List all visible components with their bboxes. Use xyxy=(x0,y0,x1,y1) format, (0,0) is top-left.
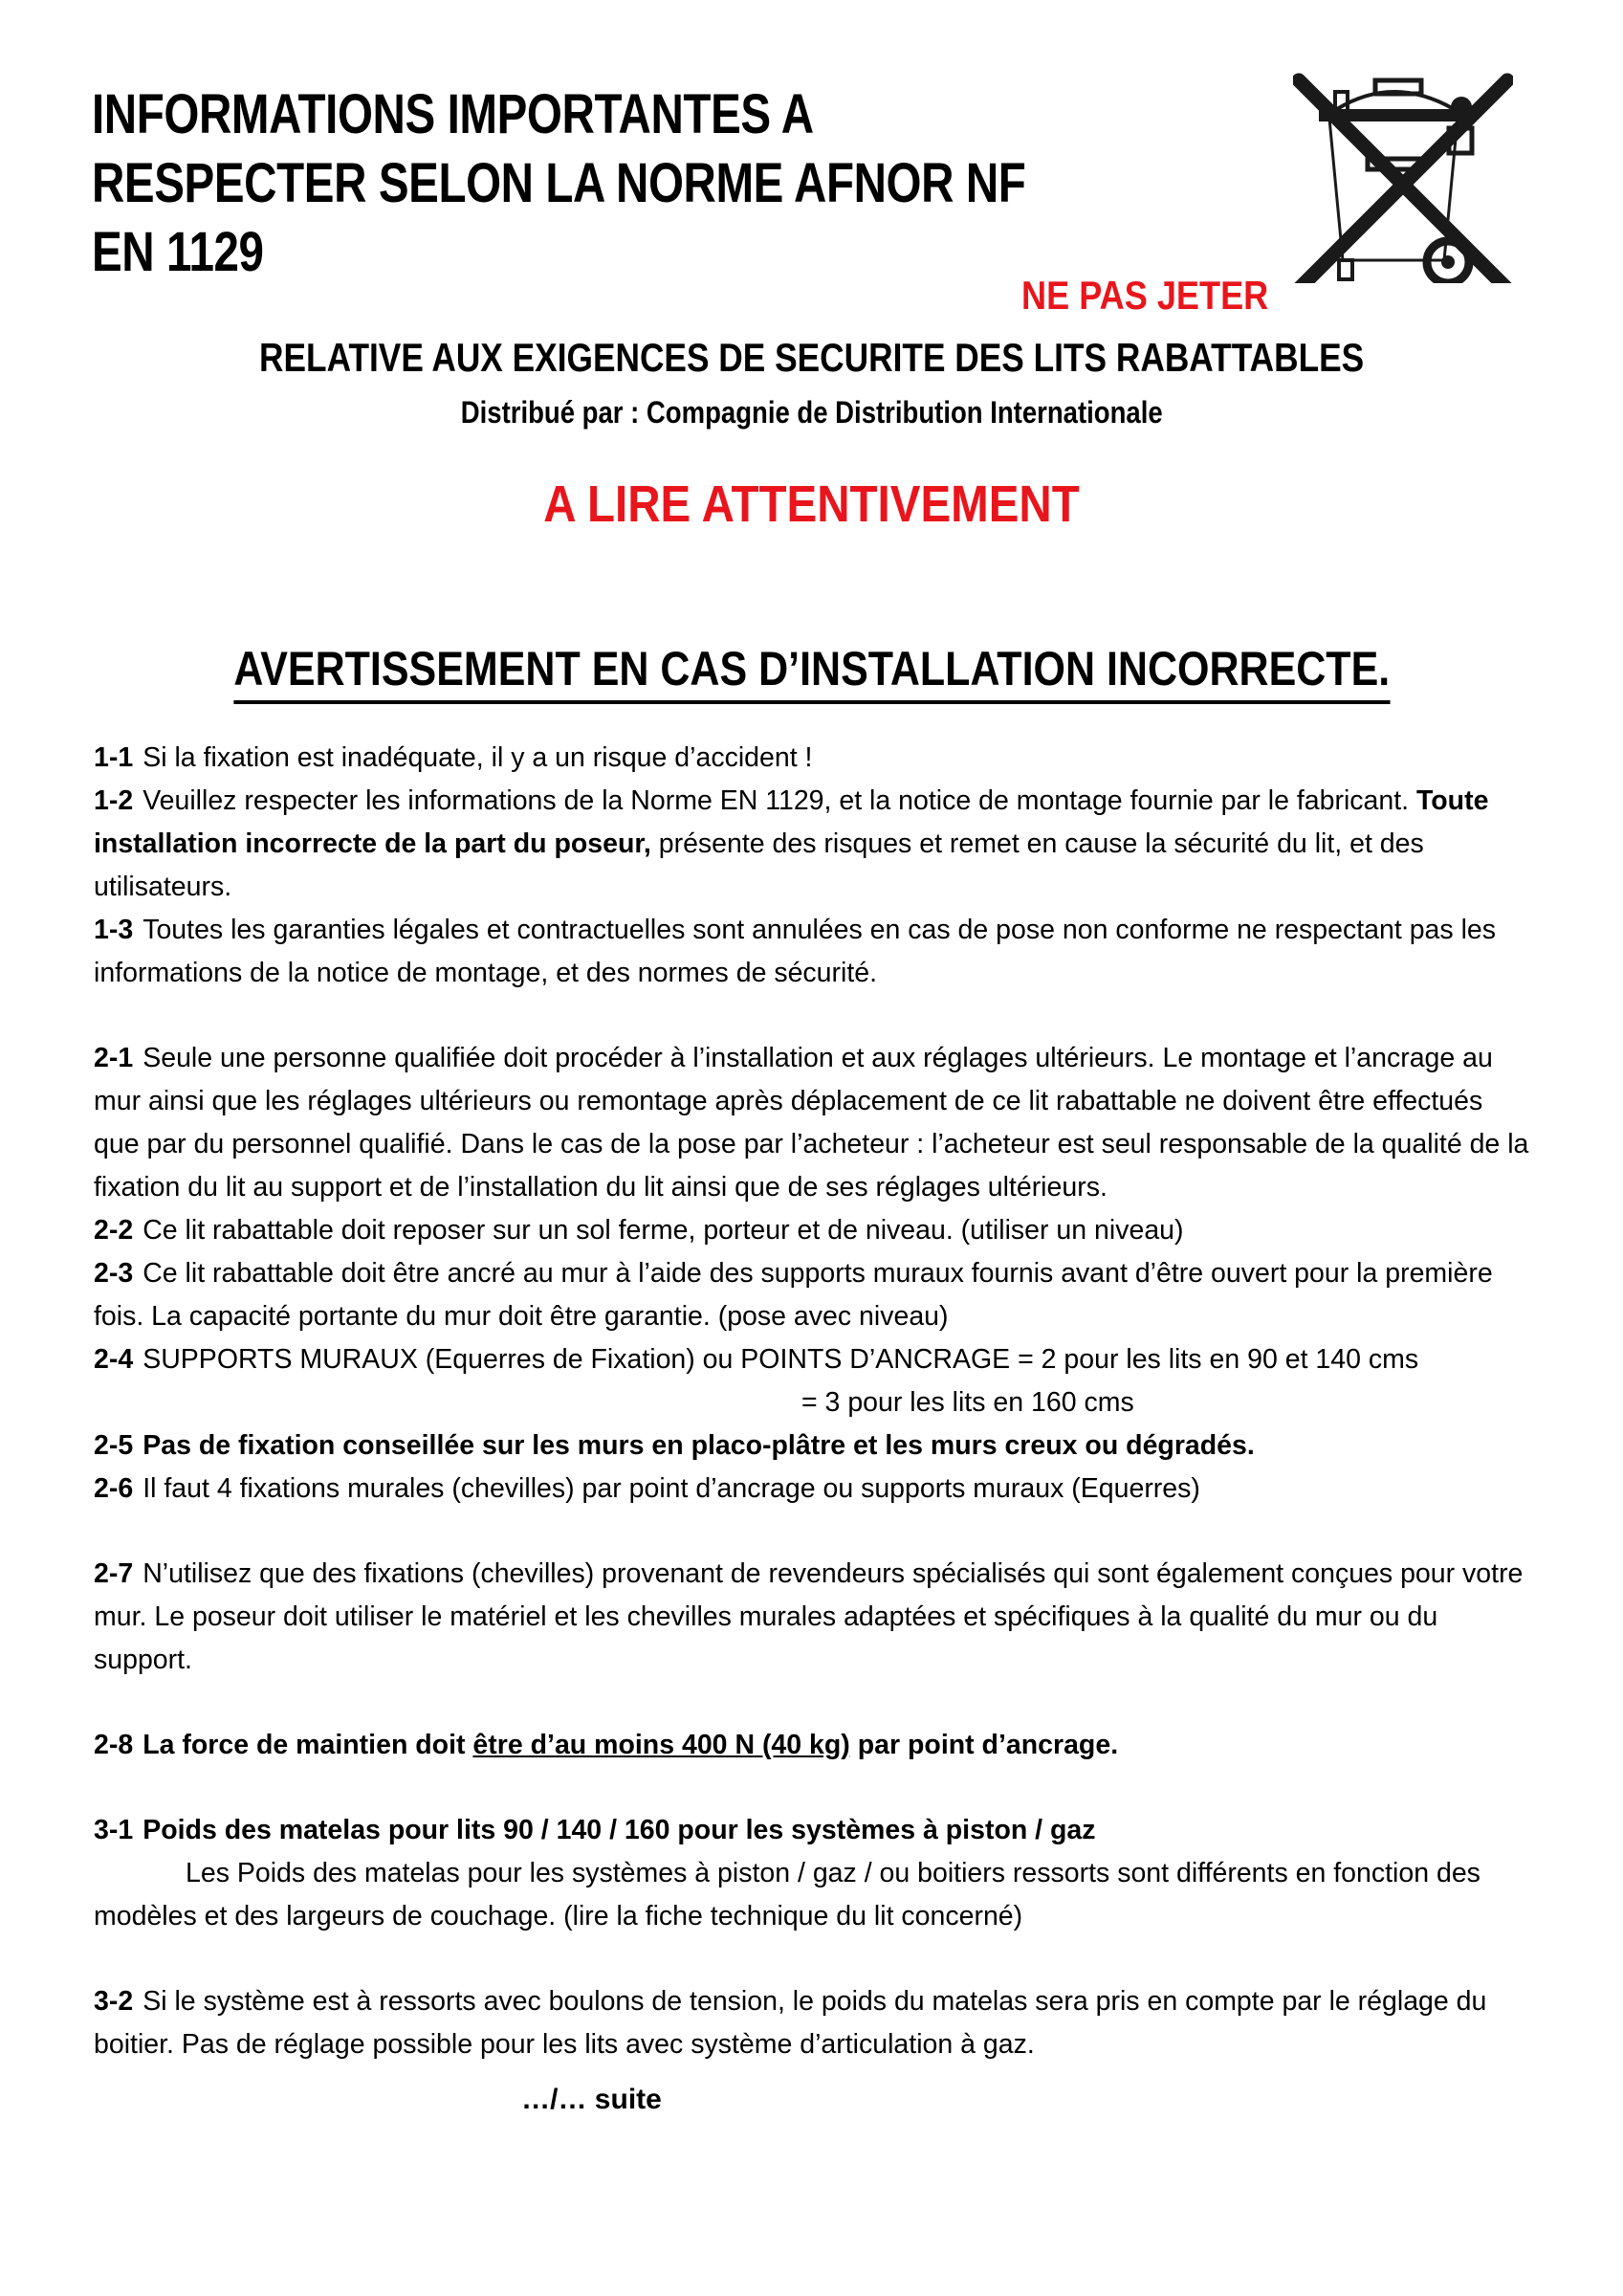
distributor-line xyxy=(0,392,1623,432)
do-not-dispose-label: NE PAS JETER xyxy=(1021,273,1269,318)
clause-1-1-text: Si la fixation est inadéquate, il y a un risque d’accident ! xyxy=(143,742,813,773)
clause-1-2-number: 1-2 xyxy=(94,785,134,816)
clause-2-6-number: 2-6 xyxy=(94,1473,134,1504)
clause-3-1-heading xyxy=(94,1809,1530,1852)
clause-3-1-body: Les Poids des matelas pour les systèmes à piston / gaz / ou boitiers ressorts sont différents en fonction des modèles et des largeurs de couchage. (lire la fiche technique du lit concerné) xyxy=(94,1858,1480,1932)
subtitle-scope-text: RELATIVE AUX EXIGENCES DE SECURITE DES LITS RABATTABLES xyxy=(258,335,1365,380)
clause-3-2 xyxy=(94,1980,1530,2066)
read-carefully-heading xyxy=(0,473,1623,536)
clause-3-2-text: Si le système est à ressorts avec boulons de tension, le poids du matelas sera pris en compte par le réglage du boitier. Pas de réglage possible pour les lits avec système d’articulation à gaz. xyxy=(94,1986,1487,2060)
clause-2-8-text-underlined: être d’au moins 400 N (40 kg) xyxy=(472,1730,850,1760)
clause-1-3-text: Toutes les garanties légales et contractuelles sont annulées en cas de pose non conforme ne respectant pas les informations de la notice de montage, et des normes de sécurité. xyxy=(94,915,1497,988)
title-line-3: EN 1129 xyxy=(92,221,264,283)
clause-2-4-number: 2-4 xyxy=(94,1344,134,1375)
clause-1-1-number: 1-1 xyxy=(94,742,134,773)
clause-2-8-text-before: La force de maintien doit xyxy=(143,1730,473,1760)
clause-2-5-text: Pas de fixation conseillée sur les murs en placo-plâtre et les murs creux ou dégradés. xyxy=(143,1430,1255,1461)
clause-2-1-number: 2-1 xyxy=(94,1043,134,1073)
clause-2-8-text-after: par point d’ancrage. xyxy=(849,1730,1119,1760)
spacer-before-2-8 xyxy=(94,1682,1530,1724)
clause-2-7-number: 2-7 xyxy=(94,1558,134,1589)
clause-2-3-text: Ce lit rabattable doit être ancré au mur à l’aide des supports muraux fournis avant d’être ouvert pour la première fois. La capacité portante du mur doit être garantie. (pose avec niveau) xyxy=(94,1258,1493,1332)
clause-2-4-text: SUPPORTS MURAUX (Equerres de Fixation) ou POINTS D’ANCRAGE = 2 pour les lits en 90 et 140 cms xyxy=(143,1344,1419,1375)
clause-2-7-text: N’utilisez que des fixations (chevilles) provenant de revendeurs spécialisés qui sont également conçues pour votre mur. Le poseur doit utiliser le matériel et les chevilles murales adaptées et spécifiques à la qualité du mur ou du support. xyxy=(94,1558,1524,1675)
clause-2-1 xyxy=(94,1037,1530,1209)
clause-1-3 xyxy=(94,909,1530,995)
clause-2-7 xyxy=(94,1553,1530,1682)
spacer-before-2-7 xyxy=(94,1511,1530,1553)
clause-2-1-text: Seule une personne qualifiée doit procéder à l’installation et aux réglages ultérieurs. Le montage et l’ancrage au mur ainsi que les réglages ultérieurs ou remontage après déplacement de ce lit rabattable ne doivent être effectués que par du personnel qualifié. Dans le cas de la pose par l’acheteur : l’acheteur est seul responsable de la qualité de la fixation du lit au support et de l’installation du lit ainsi que de ses réglages ultérieurs. xyxy=(94,1043,1529,1203)
clause-2-2-text: Ce lit rabattable doit reposer sur un sol ferme, porteur et de niveau. (utiliser un niveau) xyxy=(143,1215,1184,1246)
clause-1-3-number: 1-3 xyxy=(94,915,134,945)
clause-2-2 xyxy=(94,1209,1530,1252)
spacer-section-1-2 xyxy=(94,995,1530,1037)
clause-2-2-number: 2-2 xyxy=(94,1215,134,1246)
clause-1-2-text-before: Veuillez respecter les informations de la Norme EN 1129, et la notice de montage fournie par le fabricant. xyxy=(143,785,1416,816)
clause-1-2-text-after: présente des risques et remet en cause la sécurité du lit, et des utilisateurs. xyxy=(94,828,1424,902)
clause-2-5-number: 2-5 xyxy=(94,1430,134,1461)
clause-2-8-number: 2-8 xyxy=(94,1730,134,1760)
spacer-before-3-2 xyxy=(94,1938,1530,1980)
clause-2-6 xyxy=(94,1468,1530,1511)
distributor-line-text: Distribué par : Compagnie de Distribution Internationale xyxy=(460,395,1163,430)
warning-heading xyxy=(0,639,1623,704)
footer-continuation-note: …/… suite xyxy=(521,2084,662,2115)
clause-1-1 xyxy=(94,737,1530,780)
clause-3-2-number: 3-2 xyxy=(94,1986,134,2017)
title-line-1: INFORMATIONS IMPORTANTES A xyxy=(92,83,814,145)
subtitle-scope xyxy=(0,333,1623,383)
clause-2-8 xyxy=(94,1724,1530,1767)
document-body xyxy=(94,737,1530,2066)
clause-2-3-number: 2-3 xyxy=(94,1258,134,1289)
clause-2-6-text: Il faut 4 fixations murales (chevilles) par point d’ancrage ou supports muraux (Equerres) xyxy=(143,1473,1200,1504)
read-carefully-text: A LIRE ATTENTIVEMENT xyxy=(543,475,1080,533)
clause-2-4-continuation: = 3 pour les lits en 160 cms xyxy=(801,1387,1134,1418)
clause-2-3 xyxy=(94,1252,1530,1338)
title-line-2: RESPECTER SELON LA NORME AFNOR NF xyxy=(92,152,1026,214)
clause-2-5 xyxy=(94,1424,1530,1468)
warning-heading-text: AVERTISSEMENT EN CAS D’INSTALLATION INCORRECTE. xyxy=(233,639,1390,704)
clause-3-1-number: 3-1 xyxy=(94,1815,134,1845)
document-title-block xyxy=(92,80,1354,287)
spacer-before-3-1 xyxy=(94,1767,1530,1809)
clause-1-2-text-bold: Toute installation incorrecte de la part du poseur, xyxy=(94,785,1489,859)
crossed-out-wheelie-bin-icon xyxy=(1293,54,1513,283)
clause-2-4 xyxy=(94,1338,1530,1424)
clause-3-1-heading-text: Poids des matelas pour lits 90 / 140 / 160 pour les systèmes à piston / gaz xyxy=(143,1815,1096,1845)
clause-1-2 xyxy=(94,780,1530,909)
